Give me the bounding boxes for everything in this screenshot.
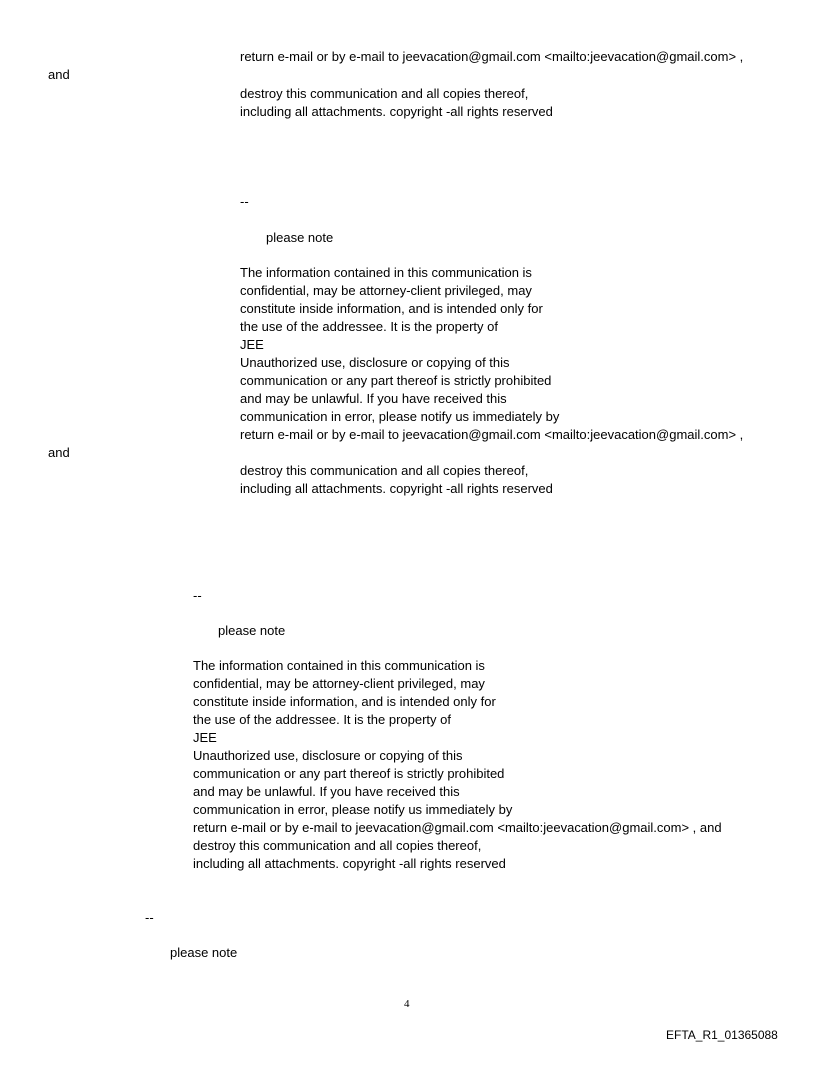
text-line: The information contained in this communication is xyxy=(193,658,485,673)
text-line: return e-mail or by e-mail to jeevacation@gmail.com <mailto:jeevacation@gmail.com> , xyxy=(240,427,744,442)
text-line: return e-mail or by e-mail to jeevacation@gmail.com <mailto:jeevacation@gmail.com> , xyxy=(240,49,744,64)
text-line: the use of the addressee. It is the property of xyxy=(240,319,498,334)
text-line: JEE xyxy=(193,730,217,745)
text-line: The information contained in this communication is xyxy=(240,265,532,280)
separator: -- xyxy=(145,910,154,925)
text-line: return e-mail or by e-mail to jeevacation@gmail.com <mailto:jeevacation@gmail.com> , and xyxy=(193,820,722,835)
text-line: including all attachments. copyright -all rights reserved xyxy=(240,104,553,119)
text-line: communication in error, please notify us immediately by xyxy=(240,409,560,424)
page-number: 4 xyxy=(404,998,410,1010)
text-line: and may be unlawful. If you have received this xyxy=(240,391,507,406)
text-line: destroy this communication and all copies thereof, xyxy=(193,838,482,853)
text-line: communication or any part thereof is strictly prohibited xyxy=(193,766,505,781)
text-line: destroy this communication and all copies thereof, xyxy=(240,86,529,101)
text-line: Unauthorized use, disclosure or copying of this xyxy=(240,355,510,370)
text-line: JEE xyxy=(240,337,264,352)
text-line: destroy this communication and all copies thereof, xyxy=(240,463,529,478)
text-line: confidential, may be attorney-client privileged, may xyxy=(193,676,485,691)
text-line: constitute inside information, and is intended only for xyxy=(193,694,496,709)
text-line: and xyxy=(48,445,70,460)
text-line: communication in error, please notify us immediately by xyxy=(193,802,513,817)
document-id: EFTA_R1_01365088 xyxy=(666,1028,778,1042)
please-note-heading: please note xyxy=(266,230,334,245)
text-line: and may be unlawful. If you have received this xyxy=(193,784,460,799)
please-note-heading: please note xyxy=(170,945,238,960)
text-line: the use of the addressee. It is the property of xyxy=(193,712,451,727)
text-line: confidential, may be attorney-client privileged, may xyxy=(240,283,532,298)
text-line: and xyxy=(48,67,70,82)
separator: -- xyxy=(193,588,202,603)
text-line: constitute inside information, and is intended only for xyxy=(240,301,543,316)
text-line: communication or any part thereof is strictly prohibited xyxy=(240,373,552,388)
text-line: including all attachments. copyright -all rights reserved xyxy=(193,856,506,871)
please-note-heading: please note xyxy=(218,623,286,638)
text-line: including all attachments. copyright -all rights reserved xyxy=(240,481,553,496)
separator: -- xyxy=(240,194,249,209)
text-line: Unauthorized use, disclosure or copying of this xyxy=(193,748,463,763)
